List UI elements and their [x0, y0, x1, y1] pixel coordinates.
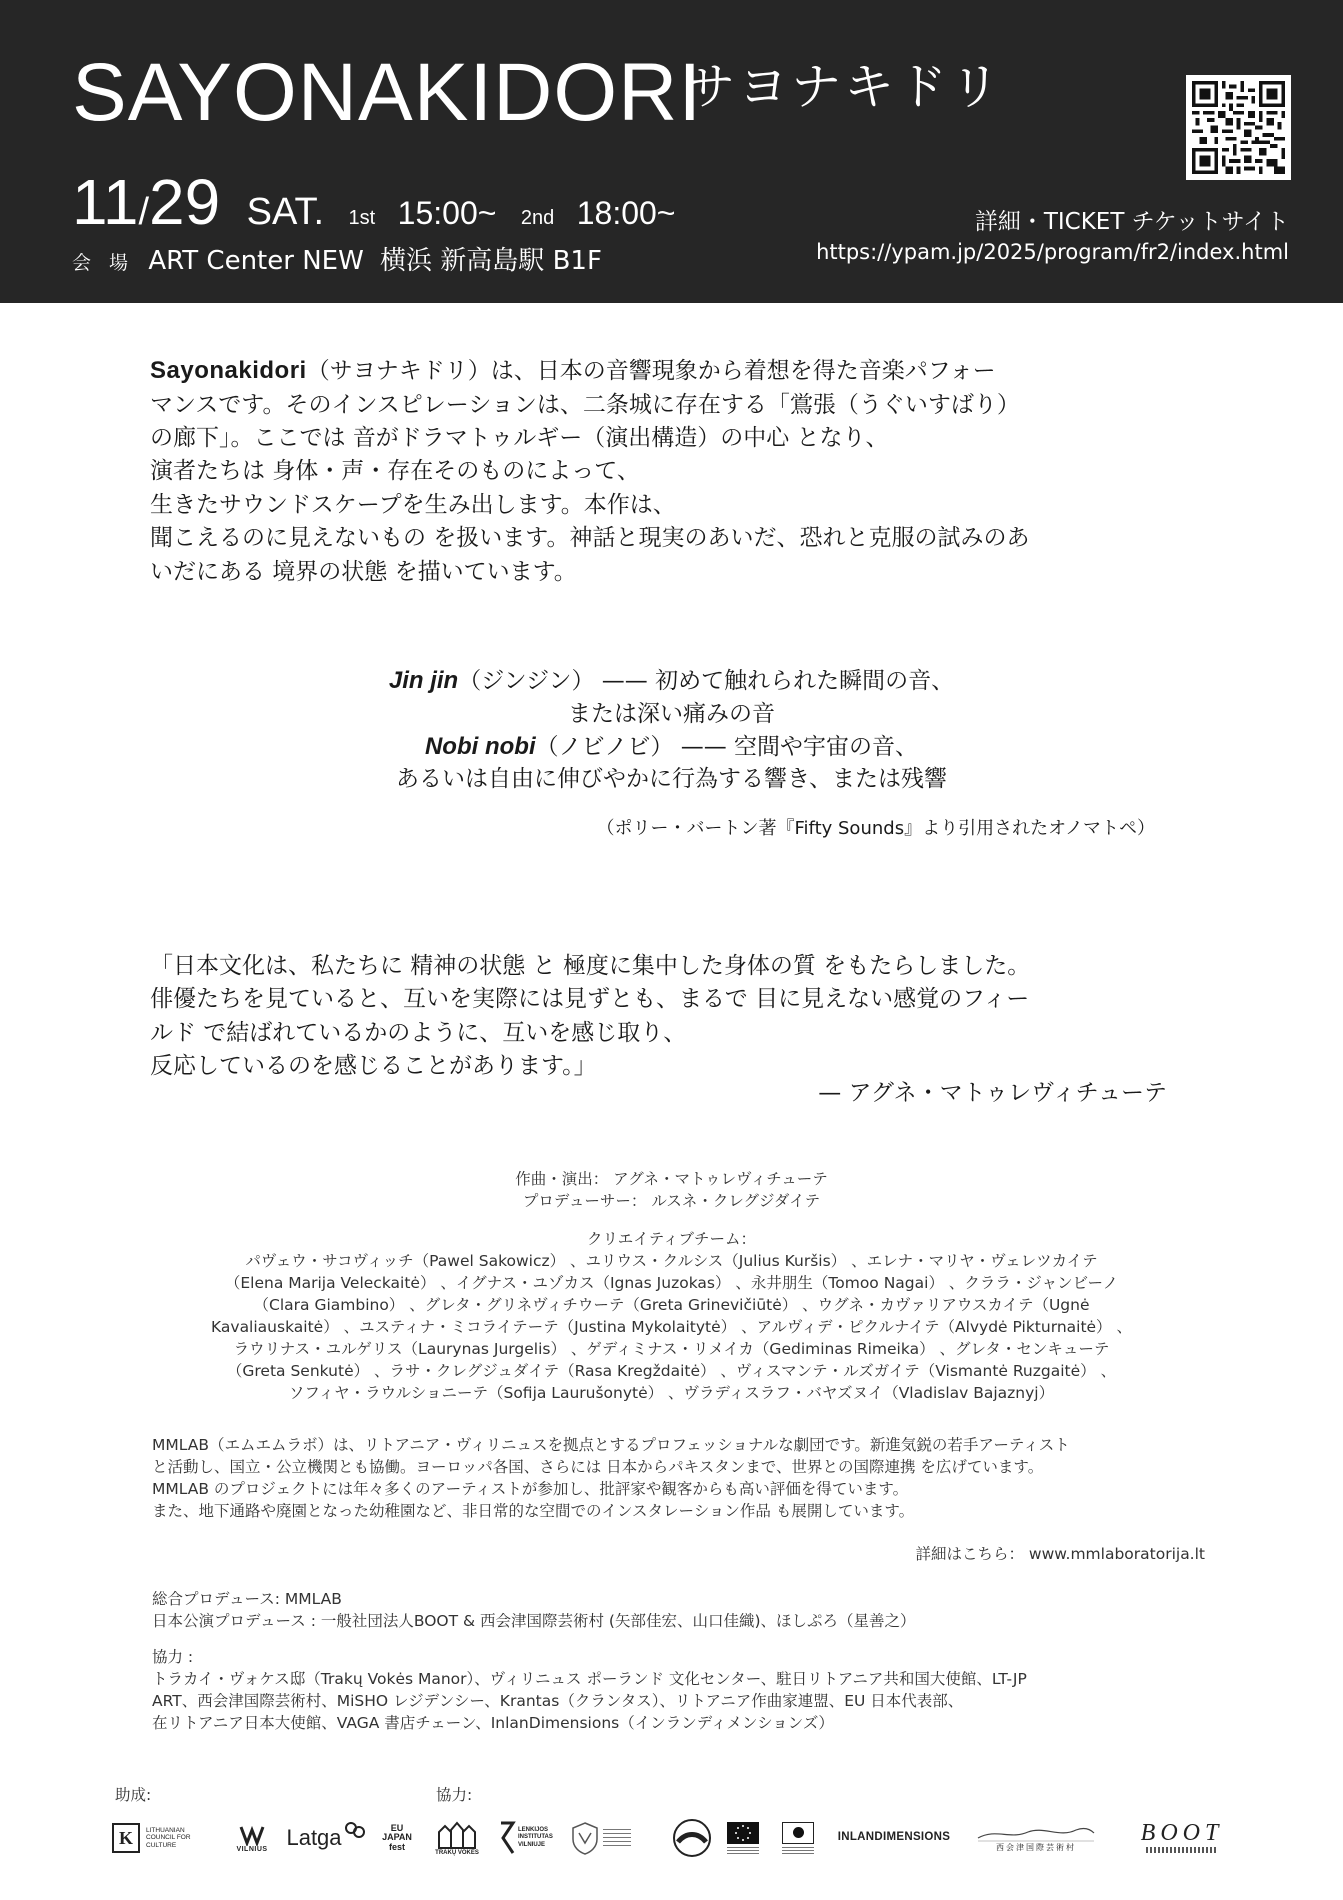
- intro-line: 生きたサウンドスケープを生み出します。本作は、: [150, 491, 676, 518]
- embassy-japan-logo: [778, 1816, 818, 1860]
- intro-line: の廊下」。ここでは 音がドラマトゥルギー（演出構造）の中心 となり、: [150, 425, 889, 452]
- mmlab-line: と活動し、国立・公立機関とも協働。ヨーロッパ各国、さらには 日本からパキスタンまで、世界との国際連携 を広げています。: [152, 1458, 1044, 1476]
- jin-jin-desc: （ジンジン） —— 初めて触れられた瞬間の音、: [458, 668, 955, 694]
- cooperation-label: 協力 :: [152, 1648, 194, 1666]
- date-slash: /: [138, 191, 149, 233]
- show2-label: 2nd: [520, 207, 555, 229]
- grant-label: 助成:: [115, 1786, 152, 1804]
- cooperation-logos-label: 協力:: [436, 1786, 473, 1804]
- cooperation-line: ART、西会津国際芸術村、MiSHO レジデンシー、Krantas（クランタス）、リトアニア作曲家連盟、EU 日本代表部、: [152, 1692, 964, 1710]
- intro-line: 聞こえるのに見えないもの を扱います。神話と現実のあいだ、恐れと克服の試みのあ: [150, 525, 1030, 552]
- creative-team-line: ソフィヤ・ラウルショニーテ（Sofija Laurušonytė） 、ヴラディスラフ・バヤズヌイ（Vladislav Bajaznyj）: [288, 1384, 1055, 1402]
- venue-label: 会 場: [72, 252, 135, 274]
- cooperation-line: 在リトアニア日本大使館、VAGA 書店チェーン、InlanDimensions（インランディメンションズ）: [152, 1714, 834, 1732]
- intro-line: マンスです。そのインスピレーションは、二条城に存在する「鴬張（うぐいすばり）: [150, 391, 1020, 418]
- creative-team-line: ラウリナス・ユルゲリス（Laurynas Jurgelis） 、ゲディミナス・リメイカ（Gediminas Rimeika） 、グレタ・センキューテ: [233, 1340, 1110, 1358]
- qr-code-icon[interactable]: [1186, 75, 1291, 180]
- mmlab-details-link[interactable]: 詳細はこちら： www.mmlaboratorija.lt: [915, 1545, 1205, 1563]
- boot-logo: BOOT: [1132, 1812, 1232, 1860]
- jin-jin-term: Jin jin: [388, 667, 459, 694]
- date-day: 29: [149, 166, 221, 238]
- show2-time: 18:00~: [576, 195, 676, 231]
- general-producer: 総合プロデュース: MMLAB: [152, 1590, 342, 1608]
- director-quote: [150, 950, 1200, 1083]
- quote-line: 俳優たちを見ていると、互いを実際には見ずとも、まるで 目に見えない感覚のフィー: [150, 986, 1030, 1013]
- credits-block: [0, 1168, 1343, 1404]
- venue-line: [72, 240, 602, 277]
- quote-author: — アグネ・マトゥレヴィチューテ: [818, 1080, 1167, 1106]
- mmlab-line: MMLAB（エムエムラボ）は、リトアニア・ヴィリニュスを拠点とするプロフェッショナルな劇団です。新進気鋭の若手アーティスト: [152, 1436, 1070, 1454]
- date-row: [72, 165, 676, 238]
- mmlab-line: また、地下通路や廃園となった幼稚園など、非日常的な空間でのインスタレーション作品 も展開しています。: [152, 1502, 915, 1520]
- eu-delegation-logo: [724, 1816, 762, 1860]
- quote-line: 「日本文化は、私たちに 精神の状態 と 極度に集中した身体の質 をもたらしました。: [150, 953, 1031, 979]
- quote-line: ルド で結ばれているかのように、互いを感じ取り、: [150, 1019, 687, 1046]
- show1-time: 15:00~: [397, 195, 497, 231]
- show1-label: 1st: [348, 207, 376, 229]
- vilnius-logo: VILNIUS: [230, 1816, 274, 1860]
- creative-team-label: クリエイティブチーム：: [587, 1230, 756, 1248]
- date-month: 11: [72, 166, 139, 238]
- director-credit: 作曲・演出： アグネ・マトゥレヴィチューテ: [515, 1170, 828, 1188]
- jin-jin-desc-2: または深い痛みの音: [568, 700, 775, 727]
- producer-credit: プロデューサー： ルスネ・クレグジダイテ: [522, 1192, 821, 1210]
- japan-producer: 日本公演プロデュース : 一般社団法人BOOT & 西会津国際芸術村 (矢部佳宏、山口佳織)、ほしぷろ（星善之）: [152, 1612, 916, 1630]
- venue-name: ART Center NEW: [148, 246, 364, 276]
- mmlab-description: [152, 1434, 1202, 1522]
- intro-paragraph: [150, 354, 1180, 589]
- creative-team-line: （Elena Marija Veleckaitė） 、イグナス・ユゾカス（Ignas Juzokas） 、永井朋生（Tomoo Nagai） 、クララ・ジャンビーノ: [224, 1274, 1119, 1292]
- nobi-nobi-desc: （ノビノビ） —— 空間や宇宙の音、: [535, 733, 919, 760]
- ministry-seal-logo: [570, 1812, 632, 1864]
- ticket-label: 詳細・TICKET チケットサイト: [974, 209, 1289, 235]
- creative-team-line: （Greta Senkutė） 、ラサ・クレグジュダイテ（Rasa Kregždaitė） 、ヴィスマンテ・ルズガイテ（Vismantė Ruzgaitė） 、: [226, 1362, 1117, 1380]
- mmlab-line: MMLAB のプロジェクトには年々多くのアーティストが参加し、批評家や観客からも高い評価を得ています。: [152, 1480, 909, 1498]
- event-title: SAYONAKIDORI: [72, 47, 703, 138]
- nishiaizu-art-village-logo: 西会津国際芸術村: [972, 1816, 1100, 1860]
- header-banner: [0, 0, 1343, 303]
- production-block: [152, 1588, 1202, 1734]
- event-title-jp: サヨナキドリ: [685, 58, 1003, 116]
- cooperation-line: トラカイ・ヴォケス邸（Trakų Vokės Manor）、ヴィリニュス ポーランド 文化センター、駐日リトアニア共和国大使館、LT-JP: [152, 1670, 1027, 1688]
- venue-location: 横浜 新高島駅 B1F: [380, 246, 602, 276]
- sponsor-logos: [112, 1808, 1242, 1868]
- creative-team-line: Kavaliauskaitė） 、ユスティナ・ミコライテーテ（Justina Mykolaitytė） 、アルヴィデ・ピクルナイテ（Alvydė Pikturnaitė） 、: [211, 1318, 1132, 1336]
- nobi-nobi-term: Nobi nobi: [424, 732, 536, 760]
- intro-line: いだにある 境界の状態 を描いています。: [150, 558, 577, 585]
- inlandimensions-logo: INLANDIMENSIONS: [837, 1831, 951, 1843]
- round-emblem-logo: [670, 1816, 714, 1860]
- nobi-nobi-desc-2: あるいは自由に伸びやかに行為する響き、または残響: [395, 766, 948, 793]
- weekday: SAT.: [246, 191, 325, 233]
- onomatopoeia-source: （ポリー・バートン著『Fifty Sounds』より引用されたオノマトペ）: [596, 818, 1155, 839]
- trakai-voke-logo: TRAKŲ VOKĖS: [434, 1812, 480, 1864]
- ticket-url-link[interactable]: https://ypam.jp/2025/program/fr2/index.html: [816, 240, 1289, 264]
- latga-logo: Latga: [284, 1818, 368, 1858]
- lenkijos-institutas-logo: LENKIJOS INSTITUTAS VILNIUJE: [498, 1814, 558, 1862]
- eu-japan-fest-logo: EU JAPAN fest: [382, 1822, 412, 1852]
- lithuanian-council-logo: K LITHUANIAN COUNCIL FOR CULTURE: [112, 1820, 212, 1856]
- creative-team-line: パヴェウ・サコヴィッチ（Pawel Sakowicz） 、ユリウス・クルシス（Julius Kuršis） 、エレナ・マリヤ・ヴェレツカイテ: [245, 1252, 1098, 1270]
- onomatopoeia-block: [0, 664, 1343, 796]
- intro-lead-title: Sayonakidori: [150, 357, 307, 384]
- intro-line: （サヨナキドリ）は、日本の音響現象から着想を得た音楽パフォー: [306, 358, 996, 384]
- quote-line: 反応しているのを感じることがあります。」: [150, 1053, 597, 1080]
- intro-line: 演者たちは 身体・声・存在そのものによって、: [150, 458, 640, 485]
- creative-team-line: （Clara Giambino） 、グレタ・グリネヴィチウーテ（Greta Grinevičiūtė） 、ウグネ・カヴァリアウスカイテ（Ugnė: [253, 1296, 1090, 1314]
